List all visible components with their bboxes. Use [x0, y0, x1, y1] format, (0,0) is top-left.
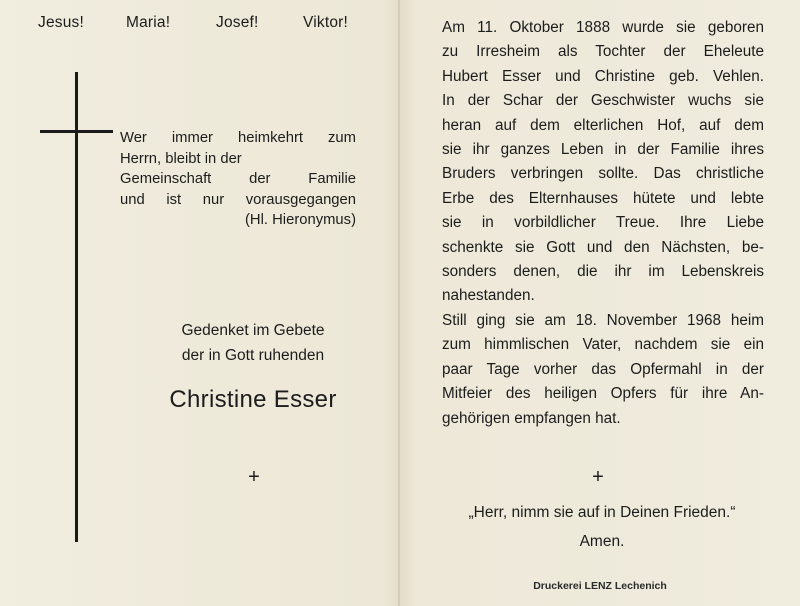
biography-line: Mitfeier des heiligen Opfers für ihre An- [442, 385, 764, 403]
quote-line: Herrn, bleibt in der [120, 150, 242, 167]
biography-line: nahestanden. [442, 287, 535, 305]
invocation-josef: Josef! [216, 14, 259, 31]
remembrance-line-2: der in Gott ruhenden [181, 347, 325, 364]
biography-line: In der Schar der Geschwister wuchs sie [442, 92, 764, 110]
invocation-jesus: Jesus! [38, 14, 84, 31]
biography-line: zu Irresheim als Tochter der Eheleute [442, 43, 764, 61]
biography-line: gehörigen empfangen hat. [442, 409, 621, 427]
cross-icon-vertical [75, 72, 78, 542]
cross-icon-horizontal [40, 130, 113, 133]
biography-line: Am 11. Oktober 1888 wurde sie geboren [442, 19, 764, 36]
invocation-maria: Maria! [126, 14, 171, 31]
biography-line: sie in vorbildlicher Treue. Ihre Liebe [442, 214, 764, 232]
amen-line: Amen. [579, 533, 625, 550]
closing-prayer [432, 498, 772, 556]
cross-icon-small-left: + [248, 466, 260, 488]
biography-line: sonders denen, die ihr im Lebenskreis [442, 263, 764, 281]
remembrance-line-1: Gedenket im Gebete [181, 322, 325, 339]
invocations [38, 14, 368, 40]
biography-line: Still ging sie am 18. November 1968 heim [442, 311, 764, 329]
cross-icon-small-right: + [592, 466, 604, 488]
biography-line: Hubert Esser und Christine geb. Vehlen. [442, 67, 764, 85]
quote-line: Gemeinschaft der Familie [120, 171, 356, 187]
fold-line [398, 0, 400, 606]
biography-line: schenkte sie Gott und den Nächsten, be- [442, 238, 764, 256]
quote-line: und ist nur vorausgegangen [120, 191, 356, 208]
printer-credit: Druckerei LENZ Lechenich [533, 580, 667, 592]
prayer-line: „Herr, nimm sie auf in Deinen Frieden.“ [468, 504, 736, 521]
quote-line: Wer immer heimkehrt zum [120, 130, 356, 146]
remembrance-text [148, 318, 358, 368]
biography-line: heran auf dem elterlichen Hof, auf dem [442, 116, 764, 134]
biography-line: zum himmlischen Vater, nachdem sie ein [442, 336, 764, 354]
biography [442, 16, 764, 431]
biography-line: Erbe des Elternhauses hütete und lebte [442, 189, 764, 207]
biography-line: sie ihr ganzes Leben in der Familie ihres [442, 141, 764, 159]
biography-line: Bruders verbringen sollte. Das christliche [442, 165, 764, 183]
quote-source: (Hl. Hieronymus) [245, 212, 356, 228]
biography-line: paar Tage vorher das Opfermahl in der [442, 360, 764, 378]
quote [120, 128, 356, 231]
invocation-viktor: Viktor! [303, 14, 349, 31]
deceased-name: Christine Esser [169, 386, 337, 413]
